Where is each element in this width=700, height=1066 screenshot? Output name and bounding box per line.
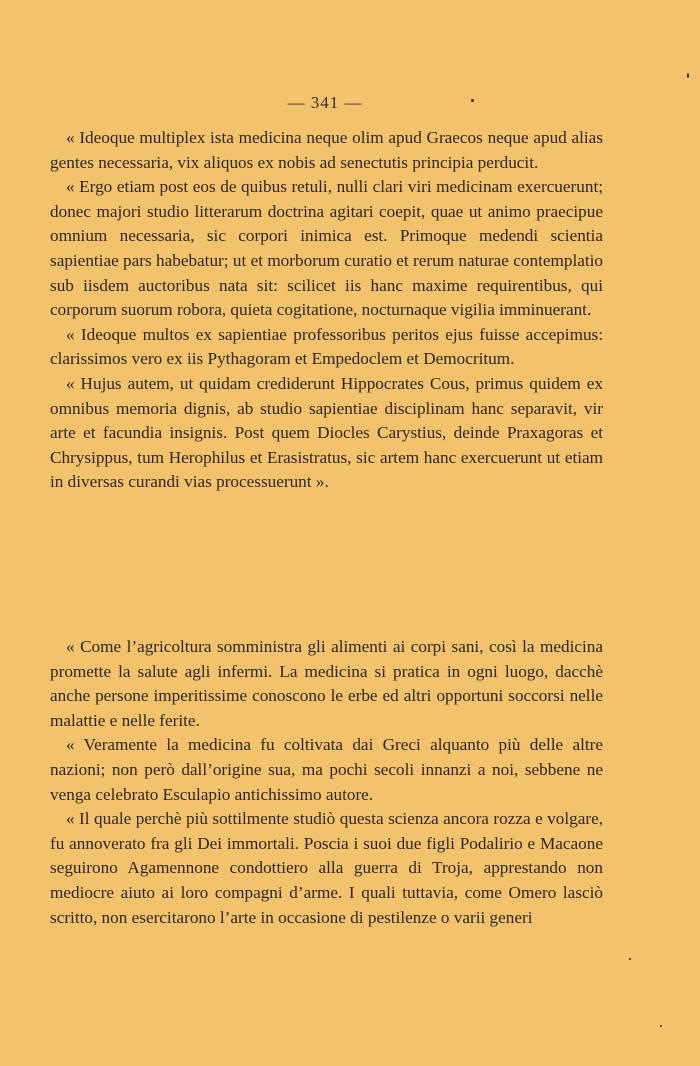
ink-speck [687, 73, 689, 78]
ink-speck [660, 1025, 662, 1027]
latin-quotation-block [50, 126, 603, 495]
paragraph-italian-1: « Come l’agricoltura somministra gli alimenti ai corpi sani, così la medicina promette la salute agli infermi. La medicina si pratica in ogni luogo, dacchè anche persone imperitissime conoscono le erbe ed altri opportuni soccorsi nelle malattie e nelle ferite. [50, 637, 603, 730]
paragraph-latin-1: « Ideoque multiplex ista medicina neque olim apud Graecos neque apud alias gentes necessaria, vix aliquos ex nobis ad senectutis principia perducit. [50, 128, 603, 172]
paragraph-latin-3: « Ideoque multos ex sapientiae professoribus peritos ejus fuisse accepimus: clarissimos vero ex iis Pythagoram et Empedoclem et Democritum. [50, 324, 603, 369]
paragraph-italian-2: « Veramente la medicina fu coltivata dai Greci alquanto più delle altre nazioni; non però dall’origine sua, ma pochi secoli innanzi a noi, sebbene ne venga celebrato Esculapio antichissimo autore. [50, 735, 603, 804]
paragraph-italian-3: « Il quale perchè più sottilmente studiò questa scienza ancora rozza e volgare, fu annoverato fra gli Dei immortali. Poscia i suoi due figli Podalirio e Macaone seguirono Agamennone condottiero alla guerra di Troja, apprestando non mediocre aiuto ai loro compagni d’arme. I quali tuttavia, come Omero lasciò scritto, non esercitarono l’arte in occasione di pestilenze o varii generi [50, 809, 603, 927]
paragraph-latin-4: « Hujus autem, ut quidam crediderunt Hippocrates Cous, primus quidem ex omnibus memoria dignis, ab studio sapientiae disciplinam hanc separavit, vir arte et facundia insignis. Post quem Diocles Carystius, deinde Praxagoras et Chrysippus, tum Herophilus et Erasistratus, sic artem hanc exercuerunt ut etiam in diversas curandi vias processuerunt ». [50, 373, 603, 492]
italian-translation-block [50, 635, 603, 930]
ink-speck [629, 958, 631, 960]
ink-speck [471, 99, 474, 102]
paragraph-latin-2: « Ergo etiam post eos de quibus retuli, nulli clari viri medicinam exercuerunt; donec majori studio litterarum doctrina agitari coepit, quae ut animo praecipue omnium necessaria, sic corpori inimica est. Primoque medendi scientia sapientiae pars habebatur; ut et morborum curatio et rerum naturae contemplatio sub iisdem auctoribus nata sit: scilicet iis hanc maxime requirentibus, qui corporum suorum robora, quieta cogitatione, nocturnaque vigilia imminuerant. [50, 177, 603, 320]
page-number: — 341 — [287, 93, 363, 112]
